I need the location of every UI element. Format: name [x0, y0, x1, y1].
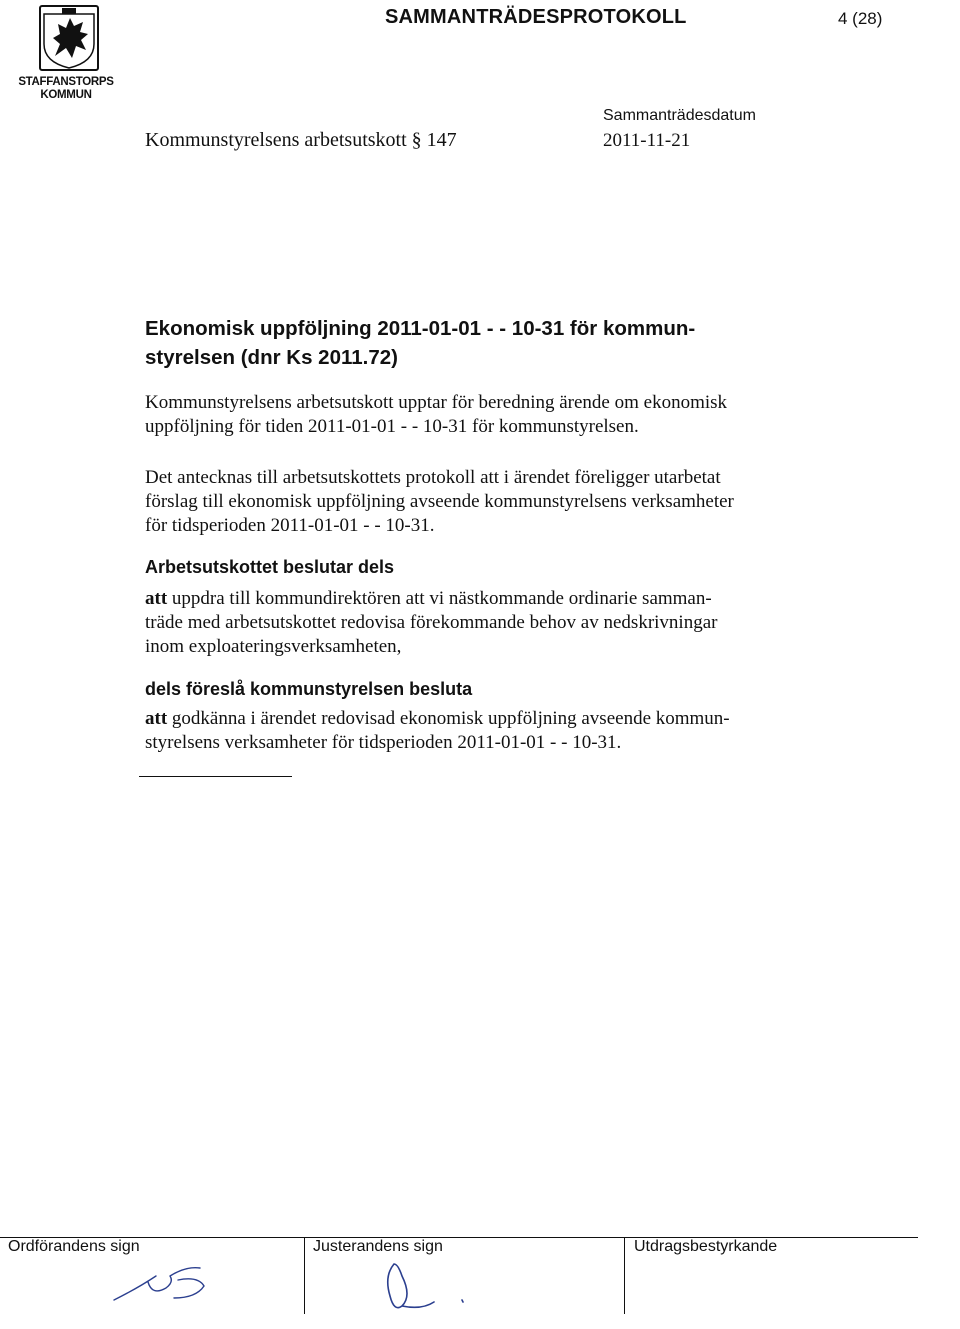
chair-sign-label: Ordförandens sign	[8, 1238, 140, 1255]
end-of-item-rule	[139, 776, 292, 777]
proposal-paragraph	[145, 707, 835, 755]
decision-paragraph	[145, 587, 835, 659]
item-heading-line: styrelsen (dnr Ks 2011.72)	[145, 346, 398, 369]
paragraph-line	[145, 707, 835, 731]
decision-heading: Arbetsutskottet beslutar dels	[145, 557, 395, 577]
org-name-line1: STAFFANSTORPS	[18, 76, 114, 88]
adjuster-sign-label: Justerandens sign	[313, 1238, 443, 1255]
paragraph-line	[145, 587, 835, 611]
paragraph-line: Det antecknas till arbetsutskottets protokoll att i ärendet föreligger utarbetat	[145, 467, 721, 488]
item-heading	[145, 314, 785, 372]
adjuster-signature-icon	[372, 1256, 472, 1316]
committee-name: Kommunstyrelsens arbetsutskott § 147	[145, 129, 457, 151]
paragraph-text: uppdra till kommundirektören att vi nästkommande ordinarie samman-	[167, 588, 712, 609]
signature-box-divider	[624, 1237, 625, 1314]
att-keyword: att	[145, 588, 168, 609]
att-keyword: att	[145, 708, 168, 729]
signature-box-divider	[304, 1237, 305, 1314]
coat-of-arms-icon	[38, 4, 100, 72]
paragraph-line: styrelsens verksamheter för tidsperioden 2011-01-01 - - 10-31.	[145, 732, 622, 753]
meeting-date-value: 2011-11-21	[603, 130, 691, 151]
paragraph-line: träde med arbetsutskottet redovisa förekommande behov av nedskrivningar	[145, 612, 718, 633]
paragraph-line: Kommunstyrelsens arbetsutskott upptar för beredning ärende om ekonomisk	[145, 392, 728, 413]
proposal-heading: dels föreslå kommunstyrelsen besluta	[145, 679, 473, 699]
paragraph-text: godkänna i ärendet redovisad ekonomisk uppföljning avseende kommun-	[167, 708, 730, 729]
protocol-note-paragraph	[145, 466, 835, 538]
document-title: SAMMANTRÄDESPROTOKOLL	[385, 6, 687, 28]
paragraph-line: för tidsperioden 2011-01-01 - - 10-31.	[145, 515, 435, 536]
chair-signature-icon	[108, 1258, 218, 1308]
intro-paragraph	[145, 391, 835, 439]
certified-copy-label: Utdragsbestyrkande	[634, 1238, 778, 1255]
paragraph-line: uppföljning för tiden 2011-01-01 - - 10-31 för kommunstyrelsen.	[145, 416, 639, 437]
page-number: 4 (28)	[838, 9, 883, 28]
org-name-line2: KOMMUN	[40, 89, 92, 101]
item-heading-line: Ekonomisk uppföljning 2011-01-01 - - 10-31 för kommun-	[145, 317, 696, 340]
paragraph-line: inom exploateringsverksamheten,	[145, 636, 402, 657]
paragraph-line: förslag till ekonomisk uppföljning avseende kommunstyrelsens verksamheter	[145, 491, 734, 512]
meeting-date-label: Sammanträdesdatum	[603, 107, 756, 124]
